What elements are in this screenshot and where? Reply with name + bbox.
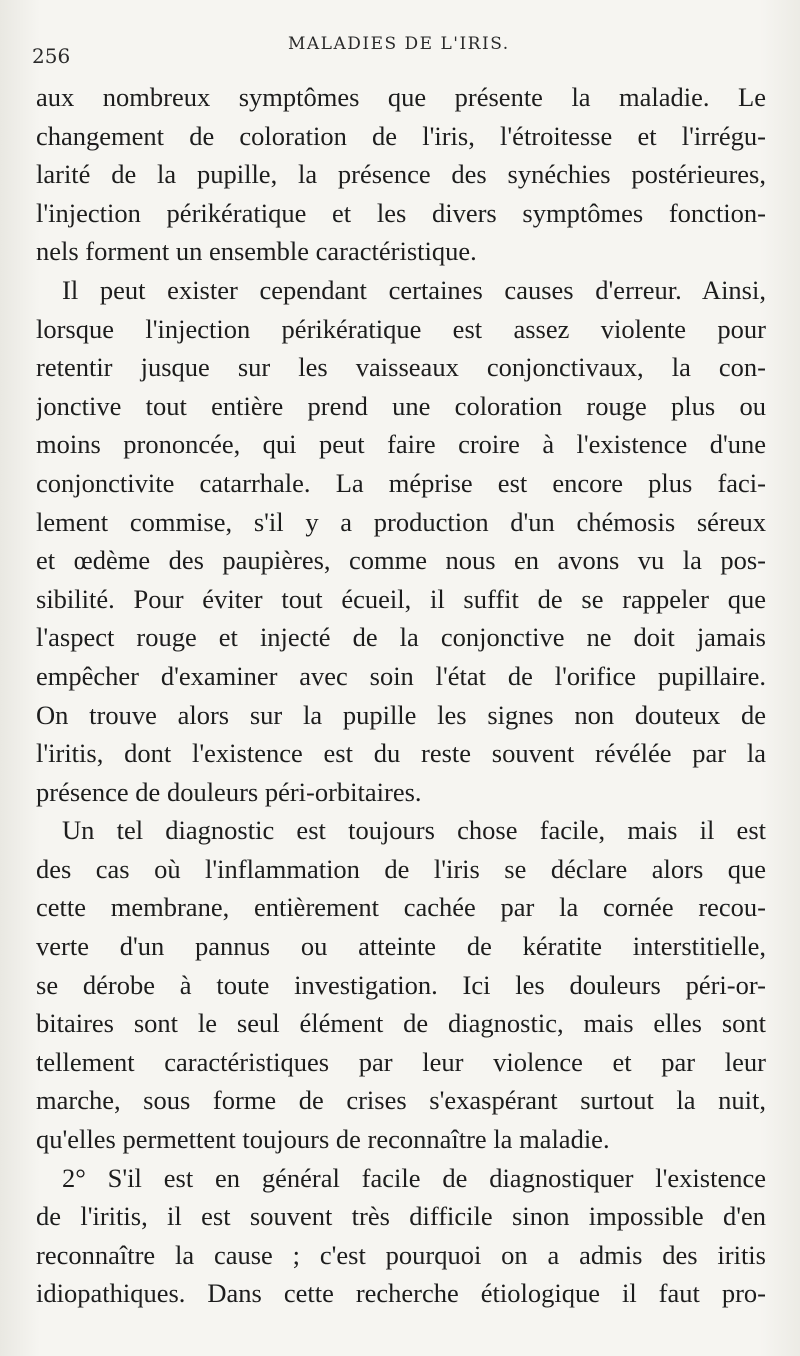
text-line: lement commise, s'il y a production d'un chémosis séreux (36, 506, 766, 537)
text-line: retentir jusque sur les vaisseaux conjonctivaux, la con- (36, 352, 766, 383)
text-line: On trouve alors sur la pupille les signes non douteux de (36, 699, 766, 730)
text-line: idiopathiques. Dans cette recherche étiologique il faut pro- (36, 1278, 766, 1309)
text-line: marche, sous forme de crises s'exaspérant surtout la nuit, (36, 1085, 766, 1116)
text-line: présence de douleurs péri-orbitaires. (36, 776, 422, 807)
text-line: aux nombreux symptômes que présente la maladie. Le (36, 82, 766, 112)
running-title: MALADIES DE L'IRIS. (288, 34, 510, 54)
text-line: verte d'un pannus ou atteinte de kératite interstitielle, (36, 931, 766, 962)
text-line: de l'iritis, il est souvent très difficile sinon impossible d'en (36, 1201, 766, 1232)
text-line: l'iritis, dont l'existence est du reste souvent révélée par la (36, 738, 766, 769)
text-line: larité de la pupille, la présence des synéchies postérieures, (36, 159, 766, 190)
text-line: bitaires sont le seul élément de diagnostic, mais elles sont (36, 1008, 766, 1039)
text-line: Un tel diagnostic est toujours chose facile, mais il est (62, 815, 766, 846)
text-line: changement de coloration de l'iris, l'étroitesse et l'irrégu- (36, 120, 766, 151)
text-line: qu'elles permettent toujours de reconnaître la maladie. (36, 1124, 610, 1155)
text-line: des cas où l'inflammation de l'iris se déclare alors que (36, 853, 766, 884)
text-line: sibilité. Pour éviter tout écueil, il suffit de se rappeler que (36, 583, 766, 614)
body-text (36, 78, 766, 1313)
text-line: nels forment un ensemble caractéristique. (36, 236, 477, 267)
page-number: 256 (32, 44, 71, 68)
text-line: l'aspect rouge et injecté de la conjonctive ne doit jamais (36, 622, 766, 653)
text-line: 2° S'il est en général facile de diagnostiquer l'existence (62, 1162, 766, 1193)
text-line: empêcher d'examiner avec soin l'état de l'orifice pupillaire. (36, 660, 766, 691)
text-line: se dérobe à toute investigation. Ici les douleurs péri-or- (36, 969, 766, 1000)
text-line: moins prononcée, qui peut faire croire à l'existence d'une (36, 429, 766, 460)
text-line: l'injection périkératique et les divers symptômes fonction- (36, 197, 766, 228)
text-line: conjonctivite catarrhale. La méprise est encore plus faci- (36, 467, 766, 498)
text-line: lorsque l'injection périkératique est assez violente pour (36, 313, 766, 344)
text-line: jonctive tout entière prend une coloration rouge plus ou (36, 390, 766, 421)
text-line: reconnaître la cause ; c'est pourquoi on a admis des iritis (36, 1239, 766, 1270)
text-line: Il peut exister cependant certaines causes d'erreur. Ainsi, (62, 274, 766, 305)
text-line: cette membrane, entièrement cachée par la cornée recou- (36, 892, 766, 923)
page-header (0, 30, 800, 70)
text-line: tellement caractéristiques par leur violence et par leur (36, 1046, 766, 1077)
text-line: et œdème des paupières, comme nous en avons vu la pos- (36, 545, 766, 576)
